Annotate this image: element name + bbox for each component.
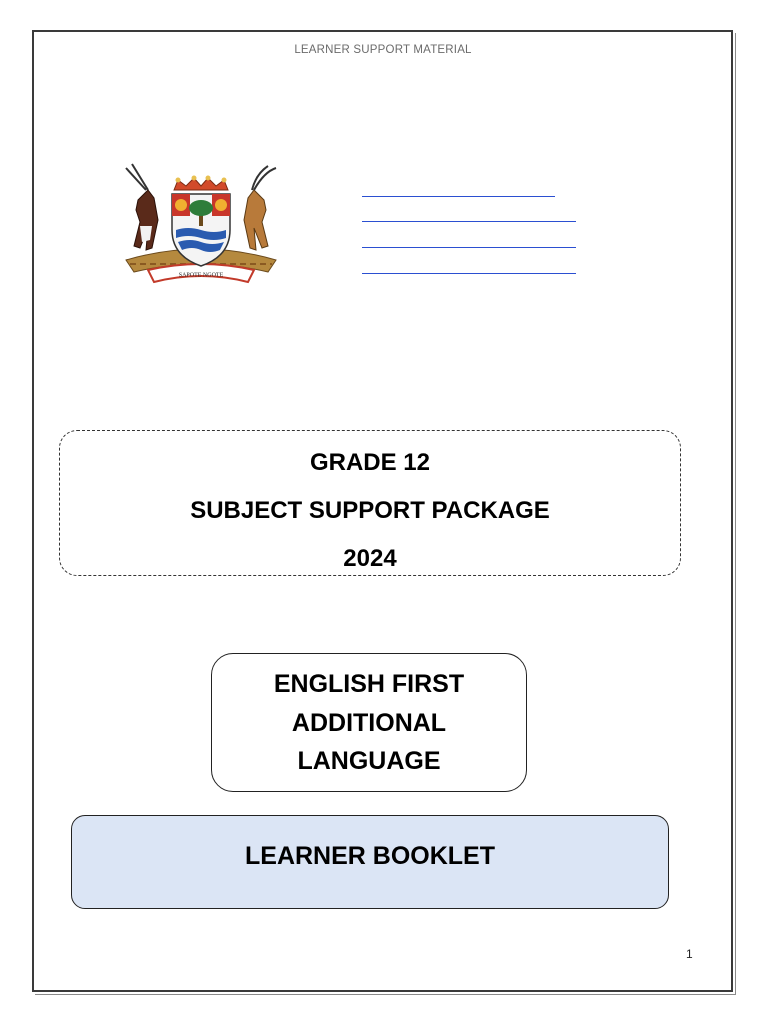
learner-booklet-box (71, 815, 669, 909)
blank-line-3 (362, 247, 576, 248)
blank-line-2 (362, 221, 576, 222)
blank-line-4 (362, 273, 576, 274)
grade-title-box (59, 430, 681, 576)
subject-line-3: LANGUAGE (297, 747, 441, 775)
document-header: LEARNER SUPPORT MATERIAL (294, 44, 472, 56)
subject-line-1: ENGLISH FIRST (273, 670, 465, 698)
coat-of-arms-icon (118, 160, 284, 288)
subject-box (211, 653, 527, 792)
blank-line-1 (362, 196, 555, 197)
booklet-label: LEARNER BOOKLET (245, 842, 495, 870)
year-line: 2024 (343, 545, 397, 572)
package-line: SUBJECT SUPPORT PACKAGE (190, 497, 550, 524)
page-number: 1 (686, 947, 693, 961)
subject-line-2: ADDITIONAL (291, 708, 447, 737)
grade-line: GRADE 12 (309, 449, 431, 476)
svg-text:SAPOTE NGOTE: SAPOTE NGOTE (178, 272, 224, 279)
